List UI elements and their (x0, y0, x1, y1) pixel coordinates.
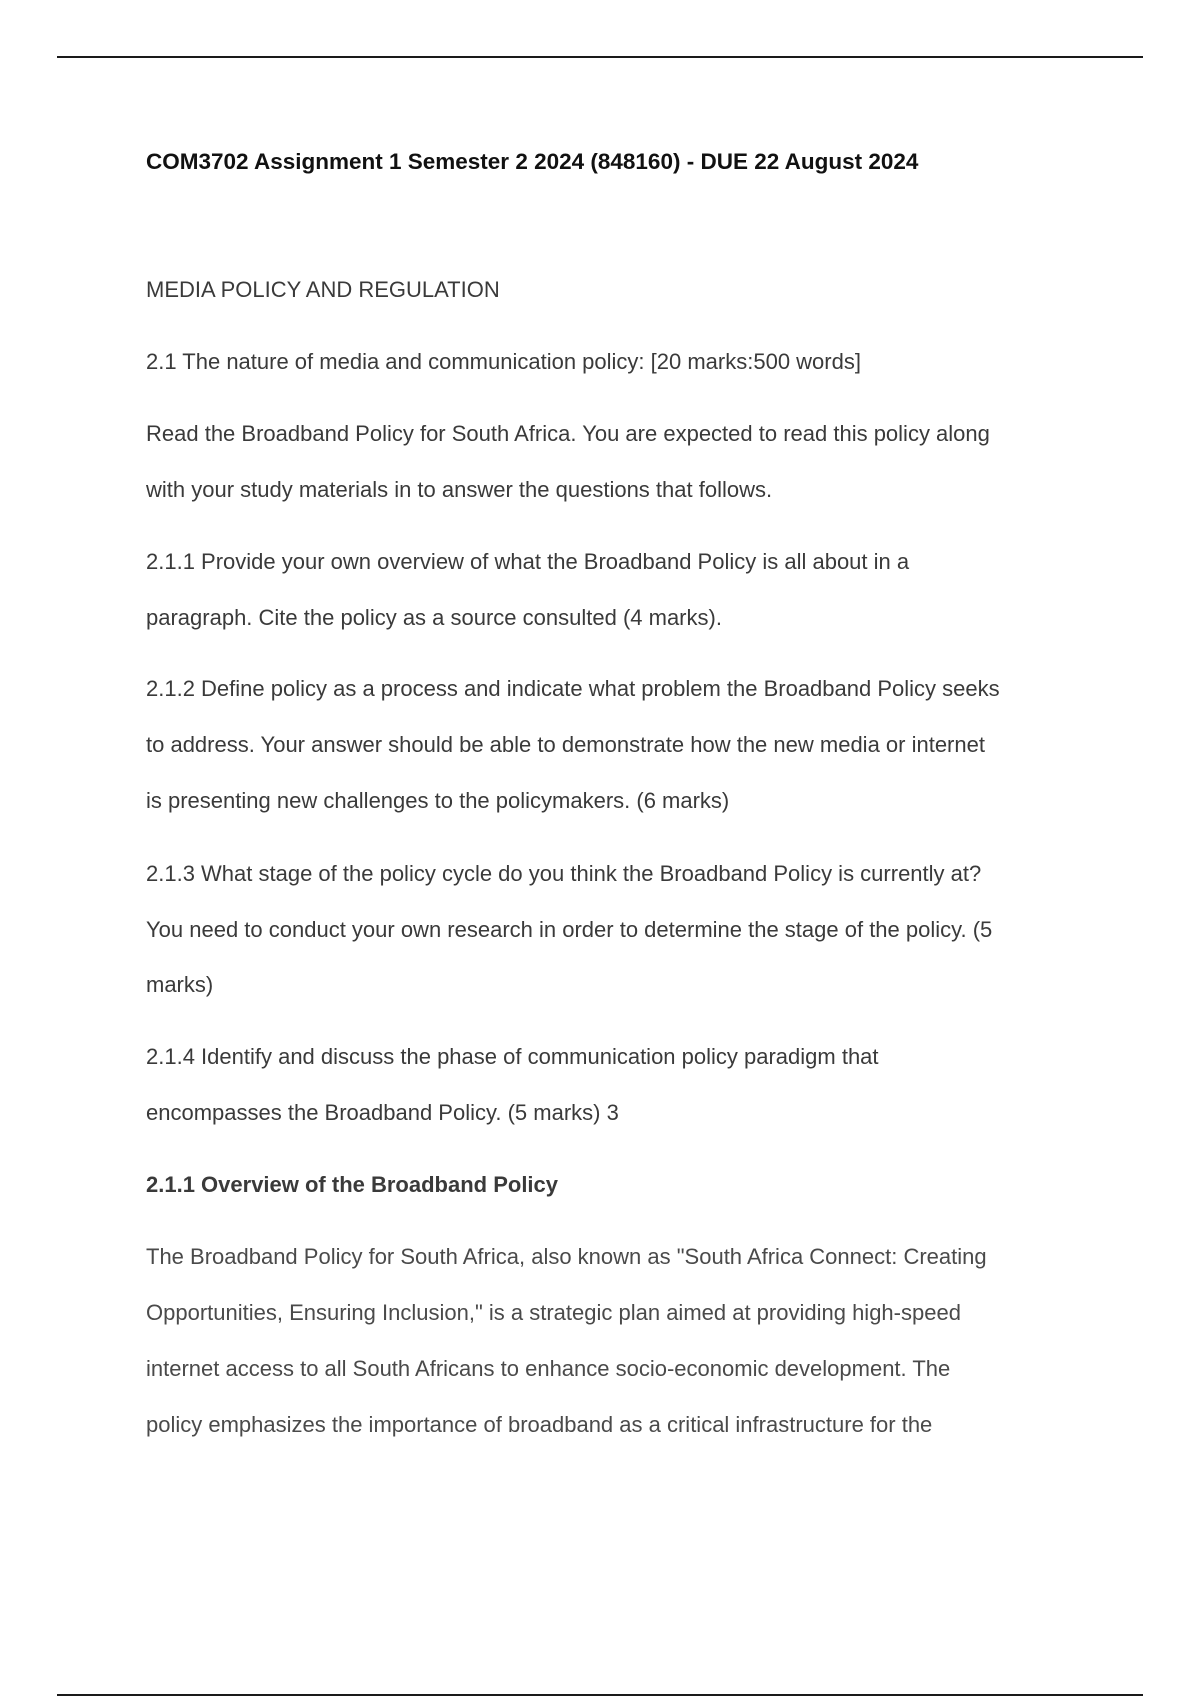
question-2-1-3-line-3: marks) (146, 972, 214, 997)
question-2-1-2-line-2: to address. Your answer should be able to demonstrate how the new media or internet (146, 732, 985, 757)
question-2-1-4-line-1: 2.1.4 Identify and discuss the phase of communication policy paradigm that (146, 1044, 879, 1069)
bottom-rule (57, 1694, 1143, 1696)
question-2-1-2-line-1: 2.1.2 Define policy as a process and indicate what problem the Broadband Policy seeks (146, 676, 1000, 701)
answer-line-3: internet access to all South Africans to enhance socio-economic development. The (146, 1356, 951, 1381)
document-title: COM3702 Assignment 1 Semester 2 2024 (848160) - DUE 22 August 2024 (146, 149, 919, 174)
question-2-1-2-line-3: is presenting new challenges to the policymakers. (6 marks) (146, 788, 730, 813)
top-rule (57, 56, 1143, 58)
intro-line-1: Read the Broadband Policy for South Africa. You are expected to read this policy along (146, 421, 990, 446)
answer-line-2: Opportunities, Ensuring Inclusion," is a strategic plan aimed at providing high-speed (146, 1300, 961, 1325)
question-2-1-1-line-1: 2.1.1 Provide your own overview of what the Broadband Policy is all about in a (146, 549, 910, 574)
question-2-1-3-line-1: 2.1.3 What stage of the policy cycle do you think the Broadband Policy is currently at? (146, 861, 982, 886)
answer-heading: 2.1.1 Overview of the Broadband Policy (146, 1172, 559, 1197)
module-heading: MEDIA POLICY AND REGULATION (146, 277, 500, 302)
answer-line-4: policy emphasizes the importance of broadband as a critical infrastructure for the (146, 1412, 933, 1437)
section-2-1-heading: 2.1 The nature of media and communication policy: [20 marks:500 words] (146, 349, 861, 374)
question-2-1-3-line-2: You need to conduct your own research in order to determine the stage of the policy. (5 (146, 917, 993, 942)
question-2-1-4-line-2: encompasses the Broadband Policy. (5 marks) 3 (146, 1100, 619, 1125)
answer-line-1: The Broadband Policy for South Africa, also known as "South Africa Connect: Creating (146, 1244, 987, 1269)
question-2-1-1-line-2: paragraph. Cite the policy as a source consulted (4 marks). (146, 605, 722, 630)
intro-line-2: with your study materials in to answer the questions that follows. (146, 477, 773, 502)
